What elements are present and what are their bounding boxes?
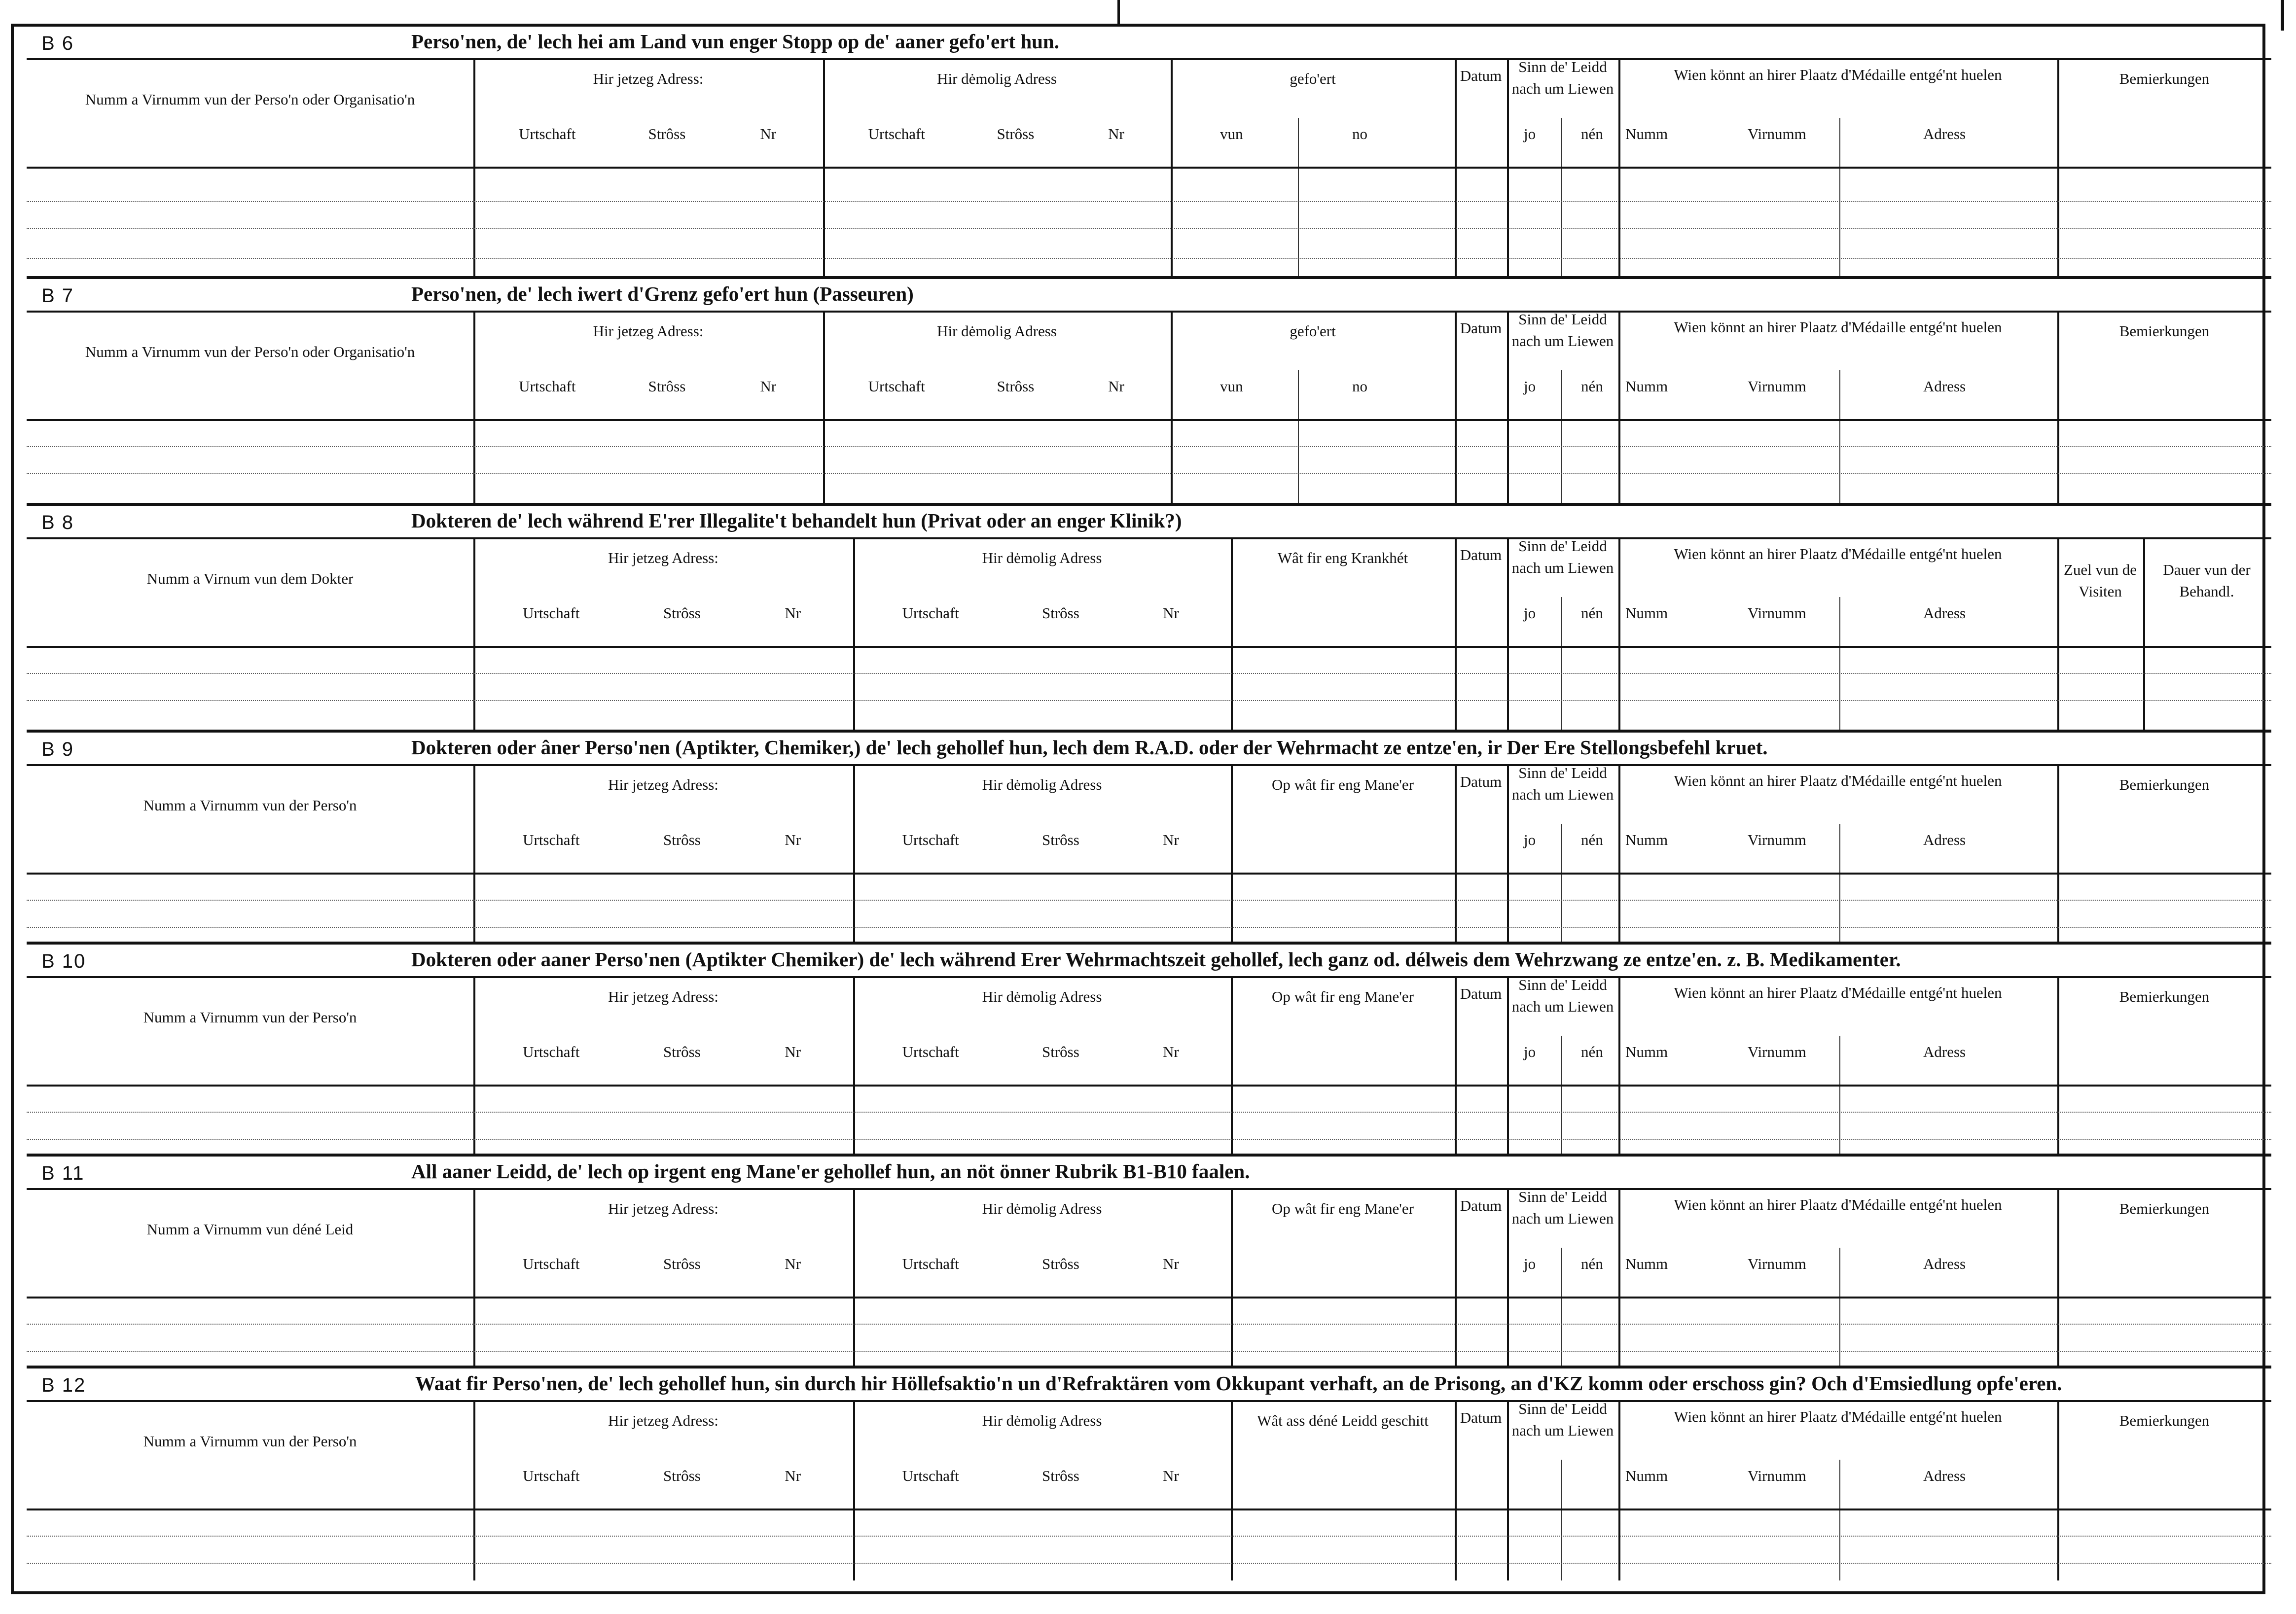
entry-row bbox=[27, 1139, 2271, 1140]
date-column-header: Datum bbox=[1460, 67, 1502, 84]
no-subheader: nén bbox=[1581, 831, 1603, 849]
number-subheader: Nr bbox=[1163, 604, 1179, 622]
column-rule bbox=[1507, 1188, 1509, 1368]
section-title: All aaner Leidd, de' lech op irgent eng Mane'er gehollef hun, an nöt önner Rubrik B1-B10 faalen. bbox=[411, 1160, 1250, 1183]
column-header-zone bbox=[27, 311, 2271, 419]
still-alive-header: Sinn de' Leidd nach um Liewen bbox=[1511, 764, 1614, 803]
current-address-header: Hir jetzeg Adress: bbox=[608, 776, 718, 793]
street-subheader: Strôss bbox=[663, 1467, 701, 1485]
town-subheader: Urtschaft bbox=[523, 1467, 580, 1485]
entry-row bbox=[27, 1351, 2271, 1352]
registration-form bbox=[11, 24, 2265, 1594]
column-header-zone bbox=[27, 1400, 2271, 1509]
town-subheader: Urtschaft bbox=[902, 1043, 959, 1061]
street-subheader: Strôss bbox=[663, 831, 701, 849]
no-subheader: nén bbox=[1581, 604, 1603, 622]
column-rule bbox=[1231, 1188, 1233, 1368]
name-column-header: Numm a Virnum vun dem Dokter bbox=[146, 569, 354, 587]
firstname-subheader: Virnumm bbox=[1748, 1255, 1806, 1273]
section-b-10 bbox=[27, 945, 2271, 1156]
yes-subheader: jo bbox=[1524, 1255, 1536, 1273]
inner-rule bbox=[1298, 118, 1299, 278]
address-subheader: Adress bbox=[1923, 378, 1966, 395]
section-title-bar bbox=[27, 279, 2271, 313]
section-title-bar bbox=[27, 1368, 2271, 1402]
still-alive-header: Sinn de' Leidd nach um Liewen bbox=[1511, 58, 1614, 97]
former-address-header: Hir dėmolig Adress bbox=[937, 322, 1057, 340]
medal-recipient-header: Wien könnt an hirer Plaatz d'Médaille entgé'nt huelen bbox=[1674, 984, 2002, 1001]
town-subheader: Urtschaft bbox=[519, 125, 576, 143]
firstname-subheader: Virnumm bbox=[1748, 125, 1806, 143]
address-subheader: Adress bbox=[1923, 1043, 1966, 1061]
entry-row bbox=[27, 446, 2271, 447]
number-subheader: Nr bbox=[1163, 1467, 1179, 1485]
column-rule bbox=[1507, 537, 1509, 732]
firstname-subheader: Virnumm bbox=[1748, 1043, 1806, 1061]
address-subheader: Adress bbox=[1923, 604, 1966, 622]
name-column-header: Numm a Virnumm vun déné Leid bbox=[146, 1220, 354, 1238]
street-subheader: Strôss bbox=[648, 125, 686, 143]
section-title-bar bbox=[27, 945, 2271, 978]
surname-subheader: Numm bbox=[1625, 831, 1668, 849]
entry-row bbox=[27, 700, 2271, 701]
section-title: Dokteren oder âner Perso'nen (Aptikter, Chemiker,) de' lech gehollef hun, lech dem R.A.D. oder der Wehrmacht ze entze'en, ir Der Ere Stellongsbefehl kruet. bbox=[411, 736, 1768, 759]
inner-rule bbox=[1839, 1248, 1840, 1368]
address-subheader: Adress bbox=[1923, 831, 1966, 849]
name-column-header: Numm a Virnumm vun der Perso'n oder Organisatio'n bbox=[85, 343, 415, 360]
header-bottom-rule bbox=[27, 1297, 2271, 1298]
edge-register-mark bbox=[2281, 0, 2284, 31]
column-rule bbox=[1231, 976, 1233, 1156]
number-subheader: Nr bbox=[1108, 378, 1124, 395]
inner-rule bbox=[1561, 597, 1562, 732]
remarks-header: Bemierkungen bbox=[2119, 1200, 2210, 1217]
inner-rule bbox=[1298, 370, 1299, 505]
detail-column-header: Op wât fir eng Mane'er bbox=[1272, 776, 1414, 793]
section-title-bar bbox=[27, 1157, 2271, 1190]
no-subheader: nén bbox=[1581, 1043, 1603, 1061]
transported-header: gefo'ert bbox=[1290, 322, 1336, 340]
to-subheader: no bbox=[1352, 378, 1367, 395]
town-subheader: Urtschaft bbox=[902, 1467, 959, 1485]
firstname-subheader: Virnumm bbox=[1748, 831, 1806, 849]
no-subheader: nén bbox=[1581, 378, 1603, 395]
town-subheader: Urtschaft bbox=[523, 831, 580, 849]
detail-column-header: Wât fir eng Krankhét bbox=[1277, 549, 1408, 566]
number-subheader: Nr bbox=[785, 1043, 801, 1061]
section-b-6 bbox=[27, 27, 2271, 278]
number-subheader: Nr bbox=[785, 1255, 801, 1273]
town-subheader: Urtschaft bbox=[868, 125, 925, 143]
section-title-bar bbox=[27, 27, 2271, 60]
address-subheader: Adress bbox=[1923, 125, 1966, 143]
from-subheader: vun bbox=[1220, 378, 1243, 395]
column-header-zone bbox=[27, 537, 2271, 646]
surname-subheader: Numm bbox=[1625, 1255, 1668, 1273]
firstname-subheader: Virnumm bbox=[1748, 604, 1806, 622]
number-subheader: Nr bbox=[1163, 1043, 1179, 1061]
former-address-header: Hir dėmolig Adress bbox=[937, 70, 1057, 87]
street-subheader: Strôss bbox=[997, 378, 1035, 395]
town-subheader: Urtschaft bbox=[523, 604, 580, 622]
column-rule bbox=[1618, 311, 1620, 505]
section-code: B 6 bbox=[41, 33, 74, 54]
name-column-header: Numm a Virnumm vun der Perso'n bbox=[143, 1432, 357, 1450]
medal-recipient-header: Wien könnt an hirer Plaatz d'Médaille entgé'nt huelen bbox=[1674, 1408, 2002, 1425]
number-subheader: Nr bbox=[785, 1467, 801, 1485]
column-rule bbox=[1231, 537, 1233, 732]
still-alive-header: Sinn de' Leidd nach um Liewen bbox=[1511, 1188, 1614, 1227]
visits-count-header: Zuel vun de Visiten bbox=[2063, 561, 2137, 600]
entry-row bbox=[27, 900, 2271, 901]
column-rule bbox=[1507, 311, 1509, 505]
inner-rule bbox=[1839, 824, 1840, 944]
street-subheader: Strôss bbox=[1042, 604, 1079, 622]
inner-rule bbox=[1839, 118, 1840, 278]
former-address-header: Hir dėmolig Adress bbox=[982, 1200, 1102, 1217]
current-address-header: Hir jetzeg Adress: bbox=[593, 322, 704, 340]
current-address-header: Hir jetzeg Adress: bbox=[608, 549, 718, 566]
date-column-header: Datum bbox=[1460, 546, 1502, 563]
medal-recipient-header: Wien könnt an hirer Plaatz d'Médaille entgé'nt huelen bbox=[1674, 1196, 2002, 1213]
town-subheader: Urtschaft bbox=[519, 378, 576, 395]
section-code: B 10 bbox=[41, 950, 86, 972]
inner-rule bbox=[1561, 118, 1562, 278]
section-b-11 bbox=[27, 1157, 2271, 1368]
remarks-header: Bemierkungen bbox=[2119, 988, 2210, 1005]
to-subheader: no bbox=[1352, 125, 1367, 143]
remarks-header: Bemierkungen bbox=[2119, 70, 2210, 87]
former-address-header: Hir dėmolig Adress bbox=[982, 988, 1102, 1005]
yes-subheader: jo bbox=[1524, 831, 1536, 849]
surname-subheader: Numm bbox=[1625, 1467, 1668, 1485]
inner-rule bbox=[1839, 1036, 1840, 1156]
number-subheader: Nr bbox=[1163, 831, 1179, 849]
yes-subheader: jo bbox=[1524, 125, 1536, 143]
entry-row bbox=[27, 258, 2271, 259]
number-subheader: Nr bbox=[785, 831, 801, 849]
street-subheader: Strôss bbox=[663, 604, 701, 622]
section-b-9 bbox=[27, 733, 2271, 944]
header-bottom-rule bbox=[27, 419, 2271, 421]
column-header-zone bbox=[27, 1188, 2271, 1297]
section-title: Perso'nen, de' lech iwert d'Grenz gefo'ert hun (Passeuren) bbox=[411, 282, 914, 305]
section-b-12 bbox=[27, 1368, 2271, 1580]
section-title: Perso'nen, de' lech hei am Land vun enger Stopp op de' aaner gefo'ert hun. bbox=[411, 30, 1059, 53]
inner-rule bbox=[1561, 1248, 1562, 1368]
sheet-register-mark bbox=[1117, 0, 1120, 25]
still-alive-header: Sinn de' Leidd nach um Liewen bbox=[1511, 1400, 1614, 1439]
section-code: B 11 bbox=[41, 1162, 85, 1184]
section-code: B 8 bbox=[41, 512, 74, 533]
current-address-header: Hir jetzeg Adress: bbox=[608, 1412, 718, 1429]
column-header-zone bbox=[27, 764, 2271, 873]
entry-row bbox=[27, 673, 2271, 674]
still-alive-header: Sinn de' Leidd nach um Liewen bbox=[1511, 311, 1614, 350]
number-subheader: Nr bbox=[785, 604, 801, 622]
header-bottom-rule bbox=[27, 873, 2271, 875]
from-subheader: vun bbox=[1220, 125, 1243, 143]
number-subheader: Nr bbox=[1163, 1255, 1179, 1273]
number-subheader: Nr bbox=[760, 378, 777, 395]
section-code: B 12 bbox=[41, 1374, 86, 1396]
name-column-header: Numm a Virnumm vun der Perso'n oder Organisatio'n bbox=[85, 90, 415, 108]
remarks-header: Bemierkungen bbox=[2119, 776, 2210, 793]
transported-header: gefo'ert bbox=[1290, 70, 1336, 87]
medal-recipient-header: Wien könnt an hirer Plaatz d'Médaille entgé'nt huelen bbox=[1674, 66, 2002, 83]
street-subheader: Strôss bbox=[663, 1255, 701, 1273]
section-code: B 7 bbox=[41, 285, 74, 307]
medal-recipient-header: Wien könnt an hirer Plaatz d'Médaille entgé'nt huelen bbox=[1674, 545, 2002, 562]
date-column-header: Datum bbox=[1460, 773, 1502, 790]
entry-row bbox=[27, 1536, 2271, 1537]
detail-column-header: Op wât fir eng Mane'er bbox=[1272, 988, 1414, 1005]
medal-recipient-header: Wien könnt an hirer Plaatz d'Médaille entgé'nt huelen bbox=[1674, 318, 2002, 336]
column-rule bbox=[1618, 764, 1620, 944]
treatment-duration-header: Dauer vun der Behandl. bbox=[2163, 561, 2251, 600]
header-bottom-rule bbox=[27, 646, 2271, 648]
entry-row bbox=[27, 473, 2271, 474]
street-subheader: Strôss bbox=[663, 1043, 701, 1061]
remarks-header: Bemierkungen bbox=[2119, 1412, 2210, 1429]
street-subheader: Strôss bbox=[997, 125, 1035, 143]
column-rule bbox=[1455, 537, 1457, 732]
inner-rule bbox=[1561, 824, 1562, 944]
column-rule bbox=[1455, 311, 1457, 505]
town-subheader: Urtschaft bbox=[902, 1255, 959, 1273]
surname-subheader: Numm bbox=[1625, 378, 1668, 395]
header-bottom-rule bbox=[27, 1509, 2271, 1510]
section-title-bar bbox=[27, 733, 2271, 766]
street-subheader: Strôss bbox=[648, 378, 686, 395]
section-title: Waat fir Perso'nen, de' lech gehollef hun, sin durch hir Höllefsaktio'n un d'Refraktären vom Okkupant verhaft, an de Prisong, an d'KZ komm oder erschoss gin? Och d'Emsiedlung opfe'eren. bbox=[415, 1372, 2062, 1395]
date-column-header: Datum bbox=[1460, 1197, 1502, 1214]
number-subheader: Nr bbox=[1108, 125, 1124, 143]
date-column-header: Datum bbox=[1460, 1409, 1502, 1426]
street-subheader: Strôss bbox=[1042, 1255, 1079, 1273]
medal-recipient-header: Wien könnt an hirer Plaatz d'Médaille entgé'nt huelen bbox=[1674, 772, 2002, 789]
surname-subheader: Numm bbox=[1625, 125, 1668, 143]
current-address-header: Hir jetzeg Adress: bbox=[608, 1200, 718, 1217]
section-title: Dokteren oder aaner Perso'nen (Aptikter Chemiker) de' lech während Erer Wehrmachtszeit gehollef, lech ganz od. délweis dem Wehrzwang ze entze'en. z. B. Medikamenter. bbox=[411, 948, 1901, 971]
column-rule bbox=[1618, 1188, 1620, 1368]
entry-row bbox=[27, 1563, 2271, 1564]
current-address-header: Hir jetzeg Adress: bbox=[608, 988, 718, 1005]
surname-subheader: Numm bbox=[1625, 604, 1668, 622]
town-subheader: Urtschaft bbox=[902, 604, 959, 622]
entry-row bbox=[27, 1112, 2271, 1113]
section-code: B 9 bbox=[41, 738, 74, 760]
no-subheader: nén bbox=[1581, 1255, 1603, 1273]
surname-subheader: Numm bbox=[1625, 1043, 1668, 1061]
column-rule bbox=[1618, 1400, 1620, 1580]
yes-subheader: jo bbox=[1524, 604, 1536, 622]
name-column-header: Numm a Virnumm vun der Perso'n bbox=[143, 796, 357, 814]
former-address-header: Hir dėmolig Adress bbox=[982, 776, 1102, 793]
inner-rule bbox=[1839, 597, 1840, 732]
yes-subheader: jo bbox=[1524, 378, 1536, 395]
town-subheader: Urtschaft bbox=[902, 831, 959, 849]
firstname-subheader: Virnumm bbox=[1748, 378, 1806, 395]
number-subheader: Nr bbox=[760, 125, 777, 143]
inner-rule bbox=[1839, 370, 1840, 505]
address-subheader: Adress bbox=[1923, 1255, 1966, 1273]
section-title: Dokteren de' lech während E'rer Illegalite't behandelt hun (Privat oder an enger Klinik?) bbox=[411, 509, 1182, 532]
no-subheader: nén bbox=[1581, 125, 1603, 143]
remarks-header: Bemierkungen bbox=[2119, 322, 2210, 340]
header-bottom-rule bbox=[27, 167, 2271, 169]
town-subheader: Urtschaft bbox=[523, 1043, 580, 1061]
yes-subheader: jo bbox=[1524, 1043, 1536, 1061]
name-column-header: Numm a Virnumm vun der Perso'n bbox=[143, 1008, 357, 1026]
column-rule bbox=[1507, 1400, 1509, 1580]
inner-rule bbox=[1561, 1036, 1562, 1156]
section-b-7 bbox=[27, 279, 2271, 505]
entry-row bbox=[27, 228, 2271, 229]
date-column-header: Datum bbox=[1460, 985, 1502, 1002]
inner-rule bbox=[1561, 370, 1562, 505]
column-rule bbox=[1231, 764, 1233, 944]
entry-row bbox=[27, 201, 2271, 202]
column-rule bbox=[1507, 976, 1509, 1156]
entry-row bbox=[27, 1324, 2271, 1325]
entry-row bbox=[27, 927, 2271, 928]
street-subheader: Strôss bbox=[1042, 1043, 1079, 1061]
address-subheader: Adress bbox=[1923, 1467, 1966, 1485]
still-alive-header: Sinn de' Leidd nach um Liewen bbox=[1511, 976, 1614, 1015]
former-address-header: Hir dėmolig Adress bbox=[982, 549, 1102, 566]
column-rule bbox=[1231, 1400, 1233, 1580]
detail-column-header: Wât ass déné Leidd geschitt bbox=[1257, 1412, 1429, 1429]
street-subheader: Strôss bbox=[1042, 831, 1079, 849]
date-column-header: Datum bbox=[1460, 319, 1502, 337]
town-subheader: Urtschaft bbox=[868, 378, 925, 395]
current-address-header: Hir jetzeg Adress: bbox=[593, 70, 704, 87]
column-header-zone bbox=[27, 58, 2271, 167]
still-alive-header: Sinn de' Leidd nach um Liewen bbox=[1511, 537, 1614, 576]
column-header-zone bbox=[27, 976, 2271, 1085]
section-title-bar bbox=[27, 506, 2271, 539]
former-address-header: Hir dėmolig Adress bbox=[982, 1412, 1102, 1429]
section-b-8 bbox=[27, 506, 2271, 732]
town-subheader: Urtschaft bbox=[523, 1255, 580, 1273]
column-rule bbox=[1618, 537, 1620, 732]
street-subheader: Strôss bbox=[1042, 1467, 1079, 1485]
column-rule bbox=[1618, 976, 1620, 1156]
header-bottom-rule bbox=[27, 1085, 2271, 1087]
column-rule bbox=[1507, 764, 1509, 944]
detail-column-header: Op wât fir eng Mane'er bbox=[1272, 1200, 1414, 1217]
firstname-subheader: Virnumm bbox=[1748, 1467, 1806, 1485]
